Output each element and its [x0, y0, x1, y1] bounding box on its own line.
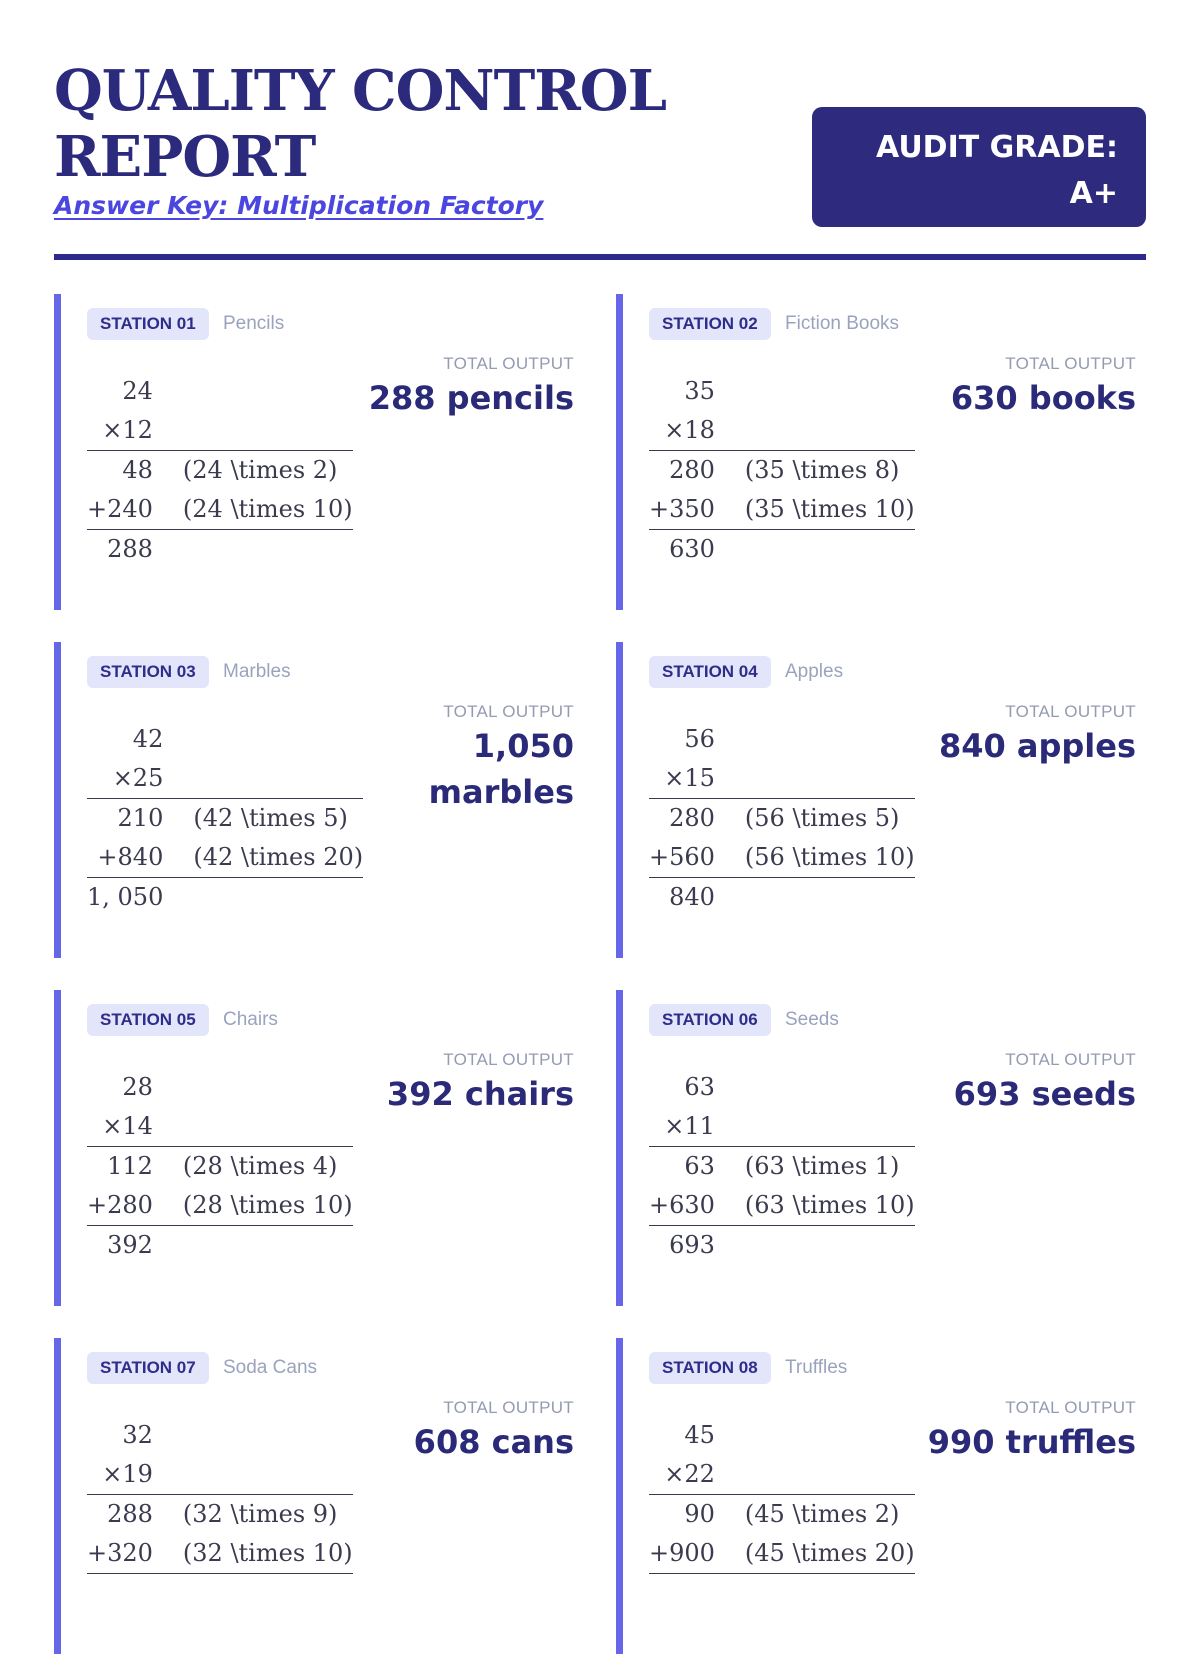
partial-product-1-note: (35 \times 8)	[744, 456, 900, 484]
partial-product-1-note: (24 \times 2)	[182, 456, 338, 484]
multiplicand-row	[649, 1416, 915, 1455]
partial-product-2: +350	[649, 490, 721, 530]
station-tag: STATION 05	[87, 1004, 209, 1036]
final-product: 288	[107, 535, 153, 563]
partial-product-1: 90	[684, 1500, 715, 1528]
partial-product-row-2	[87, 490, 353, 530]
station-item-name: Chairs	[223, 1009, 278, 1030]
multiplicand-row	[87, 1416, 353, 1455]
station-tag: STATION 02	[649, 308, 771, 340]
partial-product-1-note: (56 \times 5)	[744, 804, 900, 832]
multiplier: ×18	[649, 411, 721, 451]
multiplicand: 42	[132, 725, 164, 753]
station-card-05	[54, 990, 574, 1306]
audit-grade-label: AUDIT GRADE:	[876, 130, 1118, 165]
multiplication-table	[87, 372, 353, 569]
multiplier: ×19	[87, 1455, 159, 1495]
partial-product-row-1	[87, 1147, 353, 1187]
partial-product-2-note: (35 \times 10)	[721, 490, 915, 530]
multiplicand-row	[87, 372, 353, 411]
total-output-label: TOTAL OUTPUT	[443, 354, 574, 373]
multiplication-table	[87, 1416, 353, 1613]
total-output-value: 840 apples	[938, 727, 1136, 765]
multiplicand: 45	[684, 1421, 715, 1449]
multiplication-table	[87, 1068, 353, 1265]
multiplier-row	[649, 1455, 915, 1495]
partial-product-row-2	[649, 1186, 915, 1226]
partial-product-1: 112	[107, 1152, 153, 1180]
multiplicand-row	[87, 1068, 353, 1107]
station-card-04	[616, 642, 1136, 958]
multiplication-work	[87, 372, 353, 569]
final-product: 630	[669, 535, 715, 563]
partial-product-2-note: (42 \times 20)	[169, 838, 363, 878]
report-page	[54, 0, 1146, 1567]
partial-product-row-1	[649, 1147, 915, 1187]
report-header	[54, 0, 1146, 262]
multiplier: ×11	[649, 1107, 721, 1147]
total-output-value: 608 cans	[413, 1423, 574, 1461]
station-card-03	[54, 642, 574, 958]
partial-product-2-note: (63 \times 10)	[721, 1186, 915, 1226]
multiplier-row	[87, 1455, 353, 1495]
multiplicand: 35	[684, 377, 715, 405]
station-tag: STATION 07	[87, 1352, 209, 1384]
total-output-label: TOTAL OUTPUT	[443, 1050, 574, 1069]
final-product: 693	[669, 1231, 715, 1259]
station-item-name: Fiction Books	[785, 313, 900, 334]
final-product	[649, 1574, 721, 1614]
final-product-row	[649, 1226, 915, 1266]
final-product	[87, 1574, 159, 1614]
multiplication-table	[87, 720, 363, 917]
station-tag: STATION 01	[87, 308, 209, 340]
station-card-02	[616, 294, 1136, 610]
multiplier-row	[87, 1107, 353, 1147]
partial-product-1: 288	[107, 1500, 153, 1528]
partial-product-row-1	[87, 451, 353, 491]
partial-product-2: +320	[87, 1534, 159, 1574]
multiplicand: 63	[684, 1073, 715, 1101]
title-line-2: REPORT	[54, 124, 316, 190]
station-card-08	[616, 1338, 1136, 1654]
partial-product-1-note: (45 \times 2)	[744, 1500, 900, 1528]
station-tag: STATION 03	[87, 656, 209, 688]
final-product-row	[649, 1574, 915, 1614]
station-item-name: Apples	[785, 661, 844, 682]
total-output-label: TOTAL OUTPUT	[1005, 1398, 1136, 1417]
partial-product-row-1	[649, 799, 915, 839]
station-item-name: Seeds	[785, 1009, 839, 1030]
total-output-label: TOTAL OUTPUT	[1005, 702, 1136, 721]
multiplier-row	[87, 759, 363, 799]
partial-product-row-2	[649, 838, 915, 878]
multiplication-table	[649, 1068, 915, 1265]
final-product: 840	[669, 883, 715, 911]
station-item-name: Marbles	[223, 661, 291, 682]
final-product-row	[87, 530, 353, 570]
header-divider	[54, 254, 1146, 260]
partial-product-row-2	[87, 1534, 353, 1574]
page-title	[54, 58, 694, 190]
multiplication-work	[87, 720, 363, 917]
partial-product-1: 48	[122, 456, 153, 484]
multiplier: ×22	[649, 1455, 721, 1495]
multiplicand: 24	[122, 377, 153, 405]
audit-grade-value: A+	[1069, 176, 1118, 211]
multiplier-row	[649, 1107, 915, 1147]
final-product-row	[649, 878, 915, 918]
total-output-value: 1,050 marbles	[428, 727, 574, 811]
final-product: 392	[107, 1231, 153, 1259]
partial-product-1-note: (32 \times 9)	[182, 1500, 338, 1528]
total-output-label: TOTAL OUTPUT	[1005, 354, 1136, 373]
final-product-row	[87, 1226, 353, 1266]
multiplication-work	[87, 1416, 353, 1613]
partial-product-1-note: (63 \times 1)	[744, 1152, 900, 1180]
station-card-07	[54, 1338, 574, 1654]
partial-product-1: 280	[669, 456, 715, 484]
multiplicand: 56	[684, 725, 715, 753]
multiplier: ×12	[87, 411, 159, 451]
station-tag: STATION 04	[649, 656, 771, 688]
partial-product-2-note: (24 \times 10)	[159, 490, 353, 530]
total-output-value: 693 seeds	[953, 1075, 1136, 1113]
multiplication-table	[649, 372, 915, 569]
partial-product-2-note: (28 \times 10)	[159, 1186, 353, 1226]
multiplication-work	[87, 1068, 353, 1265]
total-output-label: TOTAL OUTPUT	[1005, 1050, 1136, 1069]
multiplication-table	[649, 1416, 915, 1613]
total-output-value: 392 chairs	[386, 1075, 574, 1113]
multiplication-work	[649, 372, 915, 569]
multiplicand-row	[649, 1068, 915, 1107]
partial-product-2: +280	[87, 1186, 159, 1226]
partial-product-row-1	[649, 451, 915, 491]
total-output-value: 630 books	[950, 379, 1136, 417]
multiplicand: 28	[122, 1073, 153, 1101]
total-output-value: 990 truffles	[927, 1423, 1136, 1461]
station-item-name: Truffles	[785, 1357, 848, 1378]
final-product-row	[87, 1574, 353, 1614]
total-output-value: 288 pencils	[368, 379, 574, 417]
multiplicand-row	[87, 720, 363, 759]
partial-product-row-1	[87, 1495, 353, 1535]
partial-product-row-2	[649, 490, 915, 530]
multiplier-row	[87, 411, 353, 451]
station-item-name: Soda Cans	[223, 1357, 318, 1378]
partial-product-row-2	[87, 838, 363, 878]
partial-product-2: +240	[87, 490, 159, 530]
station-item-name: Pencils	[223, 313, 285, 334]
partial-product-1-note: (42 \times 5)	[193, 804, 348, 832]
partial-product-2-note: (56 \times 10)	[721, 838, 915, 878]
multiplier: ×14	[87, 1107, 159, 1147]
partial-product-2: +900	[649, 1534, 721, 1574]
partial-product-2-note: (45 \times 20)	[721, 1534, 915, 1574]
multiplication-work	[649, 1068, 915, 1265]
partial-product-1: 280	[669, 804, 715, 832]
partial-product-1: 63	[684, 1152, 715, 1180]
partial-product-2: +630	[649, 1186, 721, 1226]
partial-product-row-1	[649, 1495, 915, 1535]
multiplier-row	[649, 759, 915, 799]
partial-product-2: +560	[649, 838, 721, 878]
multiplier-row	[649, 411, 915, 451]
multiplication-work	[649, 720, 915, 917]
final-product-row	[649, 530, 915, 570]
station-card-06	[616, 990, 1136, 1306]
multiplier: ×15	[649, 759, 721, 799]
partial-product-2-note: (32 \times 10)	[159, 1534, 353, 1574]
title-line-1: QUALITY CONTROL	[54, 58, 666, 124]
station-tag: STATION 06	[649, 1004, 771, 1036]
partial-product-row-1	[87, 799, 363, 839]
audit-grade-badge	[812, 107, 1146, 227]
multiplier: ×25	[87, 759, 169, 799]
station-card-01	[54, 294, 574, 610]
partial-product-2: +840	[87, 838, 169, 878]
station-tag: STATION 08	[649, 1352, 771, 1384]
partial-product-row-2	[649, 1534, 915, 1574]
total-output-label: TOTAL OUTPUT	[443, 702, 574, 721]
multiplicand-row	[649, 720, 915, 759]
multiplication-work	[649, 1416, 915, 1613]
final-product-row	[87, 878, 363, 918]
final-product: 1, 050	[87, 883, 164, 911]
multiplicand-row	[649, 372, 915, 411]
subtitle-link[interactable]: Answer Key: Multiplication Factory	[54, 191, 544, 220]
total-output-label: TOTAL OUTPUT	[443, 1398, 574, 1417]
multiplicand: 32	[122, 1421, 153, 1449]
partial-product-1: 210	[117, 804, 164, 832]
partial-product-1-note: (28 \times 4)	[182, 1152, 338, 1180]
multiplication-table	[649, 720, 915, 917]
partial-product-row-2	[87, 1186, 353, 1226]
